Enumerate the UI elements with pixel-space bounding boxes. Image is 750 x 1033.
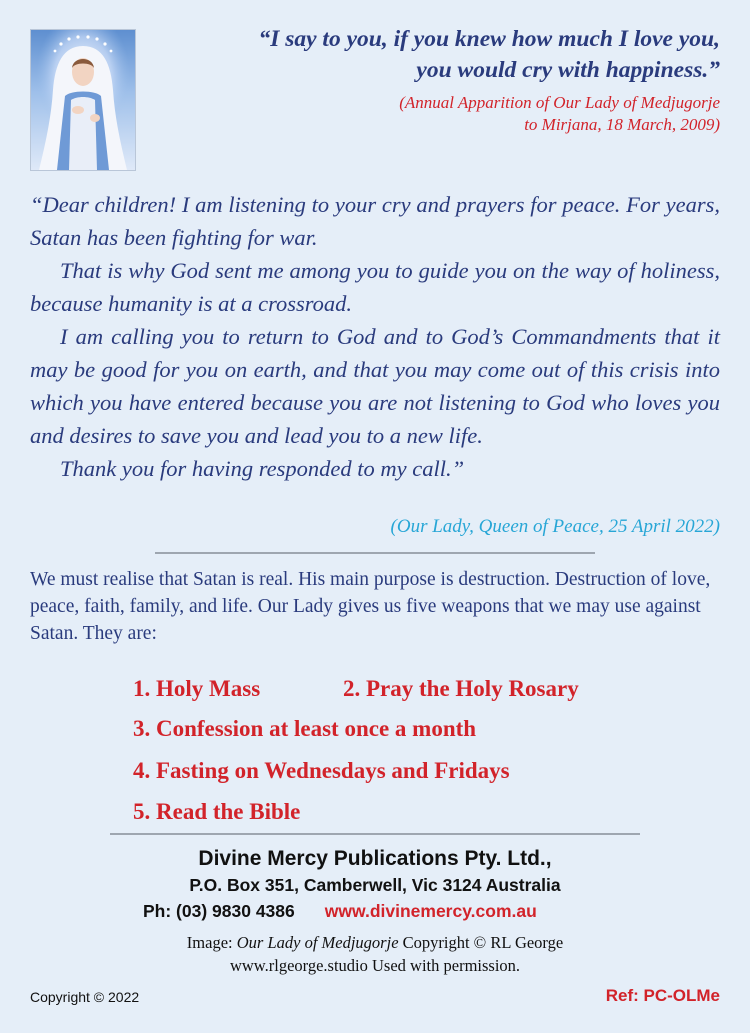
message-body bbox=[30, 188, 720, 485]
weapon-item-5: 5. Read the Bible bbox=[133, 799, 301, 824]
header-source-line1: (Annual Apparition of Our Lady of Medjugorje bbox=[399, 93, 720, 112]
message-paragraph-4: Thank you for having responded to my call.” bbox=[60, 456, 465, 481]
weapon-item-1: 1. Holy Mass bbox=[133, 676, 261, 701]
header-quote-line2: you would cry with happiness.” bbox=[416, 57, 720, 83]
our-lady-portrait-image bbox=[30, 29, 136, 171]
header-quote-source bbox=[300, 92, 720, 136]
credit-prefix: Image: bbox=[186, 933, 237, 952]
reference-code: Ref: PC-OLMe bbox=[605, 986, 720, 1005]
weapon-item-2: 2. Pray the Holy Rosary bbox=[343, 676, 579, 701]
publisher-contact bbox=[143, 900, 623, 922]
message-paragraph-3: I am calling you to return to God and to God’s Commandments that it may be good for you on earth, and that you may come out of this crisis into which you have entered because you are not listening to God who loves you and desires to save you and lead you to a new life. bbox=[30, 324, 720, 448]
image-credit-line2: www.rlgeorge.studio Used with permission. bbox=[229, 956, 521, 975]
weapon-item-4: 4. Fasting on Wednesdays and Fridays bbox=[133, 758, 510, 783]
divider-top bbox=[155, 552, 595, 554]
publisher-website-link[interactable]: www.divinemercy.com.au bbox=[324, 901, 537, 921]
message-source: (Our Lady, Queen of Peace, 25 April 2022) bbox=[390, 516, 720, 537]
header-quote bbox=[145, 24, 720, 86]
image-credit-line1 bbox=[0, 931, 750, 954]
header-source-line2: to Mirjana, 18 March, 2009) bbox=[524, 115, 720, 134]
publisher-name: Divine Mercy Publications Pty. Ltd., bbox=[198, 847, 552, 870]
image-credit bbox=[0, 931, 750, 977]
credit-suffix: Copyright © RL George bbox=[398, 933, 564, 952]
weapon-item-3: 3. Confession at least once a month bbox=[133, 716, 477, 741]
header-quote-line1: “I say to you, if you knew how much I love you, bbox=[258, 26, 720, 52]
message-paragraph-2: That is why God sent me among you to guide you on the way of holiness, because humanity is at a crossroad. bbox=[30, 258, 720, 316]
intro-text: We must realise that Satan is real. His main purpose is destruction. Destruction of love, peace, faith, family, and life. Our Lady gives us five weapons that we may use against Satan. They are: bbox=[30, 569, 711, 644]
copyright-notice: Copyright © 2022 bbox=[30, 989, 140, 1005]
credit-title: Our Lady of Medjugorje bbox=[236, 933, 399, 952]
divider-bottom bbox=[110, 833, 640, 835]
publisher-address: P.O. Box 351, Camberwell, Vic 3124 Australia bbox=[189, 875, 561, 895]
publisher-phone: Ph: (03) 9830 4386 bbox=[143, 901, 295, 921]
message-paragraph-1: “Dear children! I am listening to your cry and prayers for peace. For years, Satan has been fighting for war. bbox=[30, 192, 720, 250]
